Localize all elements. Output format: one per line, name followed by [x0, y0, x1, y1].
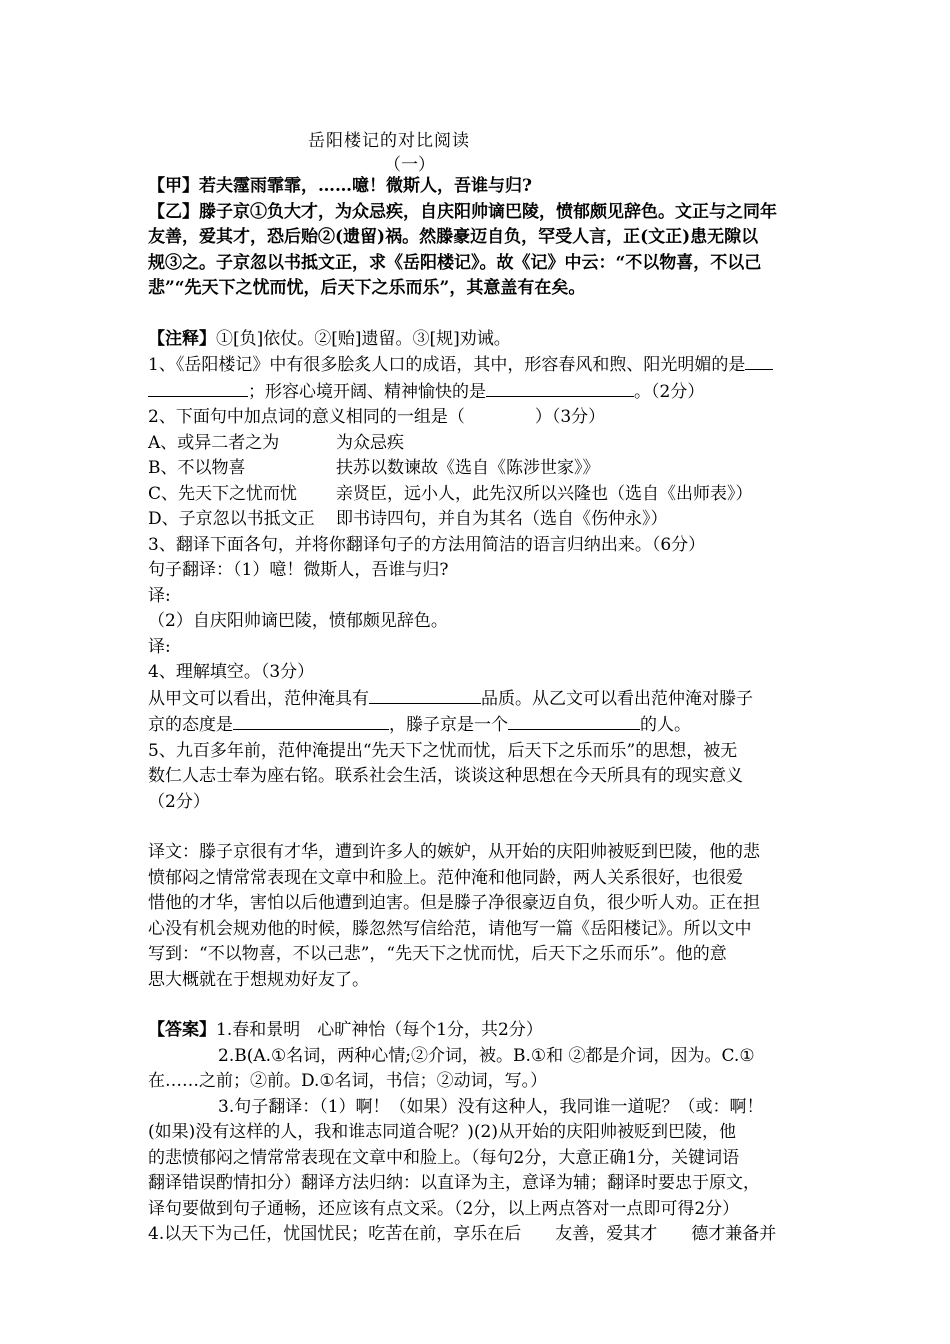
answer-3-line: 的悲愤郁闷之情常常表现在文章中和脸上。（每句2分，大意正确1分，关键词语 [148, 1147, 740, 1168]
question-5-line: 5、九百多年前，范仲淹提出“先天下之忧而忧，后天下之乐而乐”的思想，被无 [148, 740, 738, 761]
passage-yi-label: 【乙】 [148, 201, 199, 222]
translation-line: 愤郁闷之情常常表现在文章中和脸上。范仲淹和他同龄，两人关系很好，也很爱 [148, 867, 743, 888]
document-title: 岳阳楼记的对比阅读 [308, 131, 470, 151]
answer-blank[interactable] [508, 712, 640, 730]
notes-label: 【注释】 [148, 328, 216, 349]
question-2-option: B、不以物喜 扶苏以数谏故《选自《陈涉世家》》 [148, 458, 600, 478]
answer-blank[interactable] [233, 712, 389, 730]
translation-prompt: 译: [148, 585, 171, 606]
answer-blank[interactable] [486, 379, 634, 397]
translation-line: 译文：滕子京很有才华，遭到许多人的嫉妒，从开始的庆阳帅被贬到巴陵，他的悲 [148, 842, 760, 862]
translation-line: 心没有机会规劝他的时候，滕忽然写信给范，请他写一篇《岳阳楼记》。所以文中 [148, 918, 752, 939]
question-5-line: （2分） [148, 791, 210, 812]
question-3-sentence: 句子翻译：（1）噫！微斯人，吾谁与归? [148, 560, 449, 580]
passage-jia-text: 若夫霪雨霏霏，……噫！微斯人，吾谁与归? [199, 176, 532, 196]
question-2-option: D、子京忽以书抵文正 即书诗四句，并自为其名（选自《伤仲永》） [148, 509, 668, 529]
question-4-line: 从甲文可以看出，范仲淹具有 品质。从乙文可以看出范仲淹对滕子 [148, 686, 818, 713]
answer-3-line: 3.句子翻译：（1）啊！（如果）没有这种人，我同谁一道呢？（或：啊！ [218, 1096, 764, 1117]
question-1-line: 1、《岳阳楼记》中有很多脍炙人口的成语，其中，形容春风和煦、阳光明媚的是 [148, 352, 818, 379]
answer-blank[interactable] [148, 379, 248, 397]
notes [148, 327, 818, 353]
answer-blank[interactable] [745, 352, 773, 370]
question-3-sentence: （2）自庆阳帅谪巴陵，愤郁颇见辞色。 [148, 611, 448, 631]
passage-jia-label: 【甲】 [148, 176, 199, 196]
question-4-line: 京的态度是 ，滕子京是一个 的人。 [148, 712, 818, 739]
document-subtitle: （一） [384, 155, 435, 175]
passage-jia [148, 174, 818, 200]
question-5-line: 数仁人志士奉为座右铭。联系社会生活，谈谈这种思想在今天所具有的现实意义 [148, 766, 743, 786]
document-body [148, 174, 818, 1248]
passage-yi-line: 规③之。子京忽以书抵文正，求《岳阳楼记》。故《记》中云：“不以物喜，不以己 [148, 252, 762, 273]
answer-3-line: (如果)没有这样的人，我和谁志同道合呢？)(2)从开始的庆阳帅被贬到巴陵，他 [148, 1122, 736, 1142]
translation-prompt: 译: [148, 636, 171, 657]
translation-line: 惜他的才华，害怕以后他遭到迫害。但是滕子净很豪迈自负，很少听人劝。正在担 [148, 893, 760, 913]
answer-4: 4.以天下为己任，忧国忧民；吃苦在前，享乐在后 友善，爱其才 德才兼备并 [148, 1224, 777, 1244]
answer-2-line: 在……之前；②前。D.①名词，书信；②动词，写。） [148, 1071, 548, 1091]
answer-1: 【答案】1.春和景明 心旷神怡（每个1分，共2分） [148, 1020, 543, 1040]
answers-label: 【答案】 [148, 1020, 216, 1040]
passage-yi-line: 【乙】滕子京①负大才，为众忌疾，自庆阳帅谪巴陵，愤郁颇见辞色。文正与之同年 [148, 201, 777, 222]
answer-3-line: 译句要做到句子通畅，还应该有点文采。（2分，以上两点答对一点即可得2分） [148, 1198, 740, 1219]
passage-yi-line: 友善，爱其才，恐后贻②(遗留)祸。然滕豪迈自负，罕受人言，正(文正)患无隙以 [148, 227, 759, 247]
notes-text: ①[负]依仗。②[贻]遗留。③[规]劝诫。 [216, 328, 511, 349]
answer-blank[interactable] [369, 686, 481, 704]
answer-2-line: 2.B(A.①名词，两种心情;②介词，被。B.①和 ②都是介词，因为。C.① [218, 1045, 755, 1066]
answer-3-line: 翻译错误酌情扣分）翻译方法归纳：以直译为主，意译为辅；翻译时要忠于原文， [148, 1173, 760, 1193]
question-4-stem: 4、理解填空。（3分） [148, 662, 315, 682]
question-2-option: A、或异二者之为 为众忌疾 [148, 432, 404, 453]
translation-line: 思大概就在于想规劝好友了。 [148, 969, 369, 990]
question-1-line: ；形容心境开阔、精神愉快的是 。（2分） [148, 379, 818, 406]
question-3-stem: 3、翻译下面各句，并将你翻译句子的方法用简洁的语言归纳出来。（6分） [148, 534, 706, 555]
passage-yi-line: 悲”“先天下之忧而忧，后天下之乐而乐”，其意盖有在矣。 [148, 278, 586, 298]
question-2-option: C、先天下之忧而忧 亲贤臣，远小人，此先汉所以兴隆也（选自《出师表》） [148, 483, 753, 504]
question-2-stem: 2、下面句中加点词的意义相同的一组是（ ）（3分） [148, 407, 606, 427]
translation-line: 写到：“不以物喜，不以己悲”，“先天下之忧而忧，后天下之乐而乐”。他的意 [148, 944, 727, 964]
